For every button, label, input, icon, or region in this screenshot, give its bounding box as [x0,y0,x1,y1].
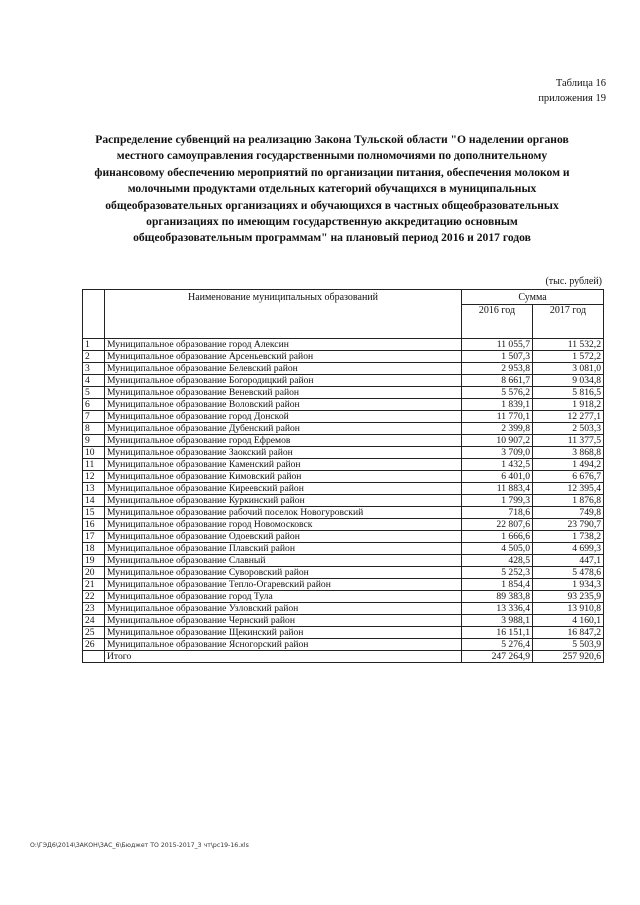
total-label: Итого [105,651,462,663]
table-row [83,579,604,591]
row-number: 10 [83,447,105,459]
row-number: 6 [83,399,105,411]
table-row [83,615,604,627]
municipality-name: Муниципальное образование город Ефремов [105,435,462,447]
municipality-name: Муниципальное образование Киреевский район [105,483,462,495]
amount-2016: 5 576,2 [462,387,533,399]
row-number: 26 [83,639,105,651]
table-row [83,351,604,363]
amount-2017: 1 738,2 [533,531,604,543]
amount-2017: 5 478,6 [533,567,604,579]
amount-2017: 4 160,1 [533,615,604,627]
table-row [83,363,604,375]
amount-2017: 93 235,9 [533,591,604,603]
subsidy-table [82,289,604,663]
table-row [83,483,604,495]
amount-2016: 1 507,3 [462,351,533,363]
year-2016-header: 2016 год [462,305,533,339]
amount-2017: 3 081,0 [533,363,604,375]
amount-2017: 749,8 [533,507,604,519]
amount-2017: 9 034,8 [533,375,604,387]
amount-2017: 13 910,8 [533,603,604,615]
municipality-name: Муниципальное образование Заокский район [105,447,462,459]
amount-2016: 6 401,0 [462,471,533,483]
table-row [83,603,604,615]
table-row [83,627,604,639]
amount-2016: 11 770,1 [462,411,533,423]
amount-2016: 22 807,6 [462,519,533,531]
table-row [83,435,604,447]
row-number: 4 [83,375,105,387]
units-label: (тыс. рублей) [545,276,602,287]
amount-2017: 3 868,8 [533,447,604,459]
table-body [83,339,604,663]
total-number-cell [83,651,105,663]
amount-2017: 23 790,7 [533,519,604,531]
table-caption [496,76,606,106]
amount-2016: 718,6 [462,507,533,519]
amount-2016: 1 854,4 [462,579,533,591]
amount-2016: 10 907,2 [462,435,533,447]
amount-2016: 2 399,8 [462,423,533,435]
row-number: 14 [83,495,105,507]
table-row [83,639,604,651]
municipality-name: Муниципальное образование Веневский район [105,387,462,399]
row-number: 16 [83,519,105,531]
amount-2016: 5 276,4 [462,639,533,651]
title-line: общеобразовательных организациях и обучающихся в частных общеобразовательных [105,198,559,212]
row-number: 13 [83,483,105,495]
amount-2017: 1 494,2 [533,459,604,471]
file-path-footer: O:\ГЭД6\2014\ЗАКОН\ЗАС_6\Бюджет ТО 2015-2017_3 чт\рс19-16.xls [30,842,249,849]
amount-2016: 11 055,7 [462,339,533,351]
table-row [83,519,604,531]
amount-2016: 2 953,8 [462,363,533,375]
amount-2017: 447,1 [533,555,604,567]
amount-2016: 11 883,4 [462,483,533,495]
amount-2016: 1 839,1 [462,399,533,411]
row-number: 2 [83,351,105,363]
amount-2017: 2 503,3 [533,423,604,435]
row-number: 12 [83,471,105,483]
municipality-name: Муниципальное образование Арсеньевский район [105,351,462,363]
table-number-label: Таблица 16 [555,78,606,89]
total-row [83,651,604,663]
municipality-name: Муниципальное образование Воловский район [105,399,462,411]
row-number: 17 [83,531,105,543]
amount-2017: 4 699,3 [533,543,604,555]
amount-2016: 428,5 [462,555,533,567]
title-line: финансовому обеспечению мероприятий по организации питания, обеспечения молоком и [94,165,570,179]
row-number: 3 [83,363,105,375]
amount-2016: 3 988,1 [462,615,533,627]
amount-2016: 1 666,6 [462,531,533,543]
row-number: 18 [83,543,105,555]
amount-2017: 1 934,3 [533,579,604,591]
amount-2016: 1 432,5 [462,459,533,471]
row-number: 21 [83,579,105,591]
amount-2017: 12 277,1 [533,411,604,423]
row-number: 24 [83,615,105,627]
municipality-name: Муниципальное образование Богородицкий район [105,375,462,387]
total-2016: 247 264,9 [462,651,533,663]
table-row [83,591,604,603]
row-number: 5 [83,387,105,399]
municipality-name: Муниципальное образование Суворовский район [105,567,462,579]
amount-2016: 3 709,0 [462,447,533,459]
amount-2017: 5 816,5 [533,387,604,399]
table-row [83,387,604,399]
municipality-name: Муниципальное образование рабочий поселок Новогуровский [105,507,462,519]
municipality-name: Муниципальное образование Дубенский район [105,423,462,435]
municipality-name: Муниципальное образование город Новомосковск [105,519,462,531]
amount-2017: 12 395,4 [533,483,604,495]
name-column-header: Наименование муниципальных образований [105,290,462,339]
amount-2017: 11 532,2 [533,339,604,351]
amount-2017: 6 676,7 [533,471,604,483]
row-number: 9 [83,435,105,447]
municipality-name: Муниципальное образование Щекинский район [105,627,462,639]
amount-2016: 89 383,8 [462,591,533,603]
row-number: 25 [83,627,105,639]
table-row [83,543,604,555]
row-number: 1 [83,339,105,351]
table-row [83,531,604,543]
municipality-name: Муниципальное образование Ясногорский район [105,639,462,651]
row-number: 19 [83,555,105,567]
amount-2017: 16 847,2 [533,627,604,639]
row-number: 7 [83,411,105,423]
municipality-name: Муниципальное образование город Тула [105,591,462,603]
municipality-name: Муниципальное образование город Алексин [105,339,462,351]
row-number: 8 [83,423,105,435]
table-row [83,507,604,519]
municipality-name: Муниципальное образование город Донской [105,411,462,423]
municipality-name: Муниципальное образование Чернский район [105,615,462,627]
title-line: Распределение субвенций на реализацию Закона Тульской области "О наделении органов [95,133,569,146]
table-row [83,411,604,423]
municipality-name: Муниципальное образование Плавский район [105,543,462,555]
row-number: 11 [83,459,105,471]
table-row [83,375,604,387]
amount-2016: 4 505,0 [462,543,533,555]
municipality-name: Муниципальное образование Тепло-Огаревский район [105,579,462,591]
total-2017: 257 920,6 [533,651,604,663]
title-line: общеобразовательным программам" на плановый период 2016 и 2017 годов [133,231,531,245]
municipality-name: Муниципальное образование Узловский район [105,603,462,615]
amount-2017: 11 377,5 [533,435,604,447]
table-row [83,339,604,351]
amount-2016: 5 252,3 [462,567,533,579]
municipality-name: Муниципальное образование Белевский район [105,363,462,375]
amount-2017: 1 876,8 [533,495,604,507]
row-number: 20 [83,567,105,579]
amount-2017: 1 572,2 [533,351,604,363]
number-column-header [83,290,105,339]
table-row [83,399,604,411]
municipality-name: Муниципальное образование Одоевский район [105,531,462,543]
table-row [83,471,604,483]
table-row [83,447,604,459]
row-number: 15 [83,507,105,519]
amount-2016: 1 799,3 [462,495,533,507]
row-number: 22 [83,591,105,603]
table-row [83,555,604,567]
document-title [72,132,592,247]
amount-2016: 16 151,1 [462,627,533,639]
amount-2016: 13 336,4 [462,603,533,615]
municipality-name: Муниципальное образование Каменский район [105,459,462,471]
row-number: 23 [83,603,105,615]
table-row [83,495,604,507]
amount-2017: 5 503,9 [533,639,604,651]
municipality-name: Муниципальное образование Славный [105,555,462,567]
title-line: организациях по имеющим государственную аккредитацию основным [146,215,518,229]
municipality-name: Муниципальное образование Кимовский район [105,471,462,483]
sum-column-header: Сумма [462,290,604,305]
table-row [83,459,604,471]
title-line: местного самоуправления государственными полномочиями по дополнительному [116,149,548,163]
table-row [83,567,604,579]
table-row [83,423,604,435]
amount-2016: 8 661,7 [462,375,533,387]
amount-2017: 1 918,2 [533,399,604,411]
title-line: молочными продуктами отдельных категорий обучащихся в муниципальных [127,182,537,196]
year-2017-header: 2017 год [533,305,604,339]
municipality-name: Муниципальное образование Куркинский район [105,495,462,507]
appendix-label: приложения 19 [538,93,606,104]
